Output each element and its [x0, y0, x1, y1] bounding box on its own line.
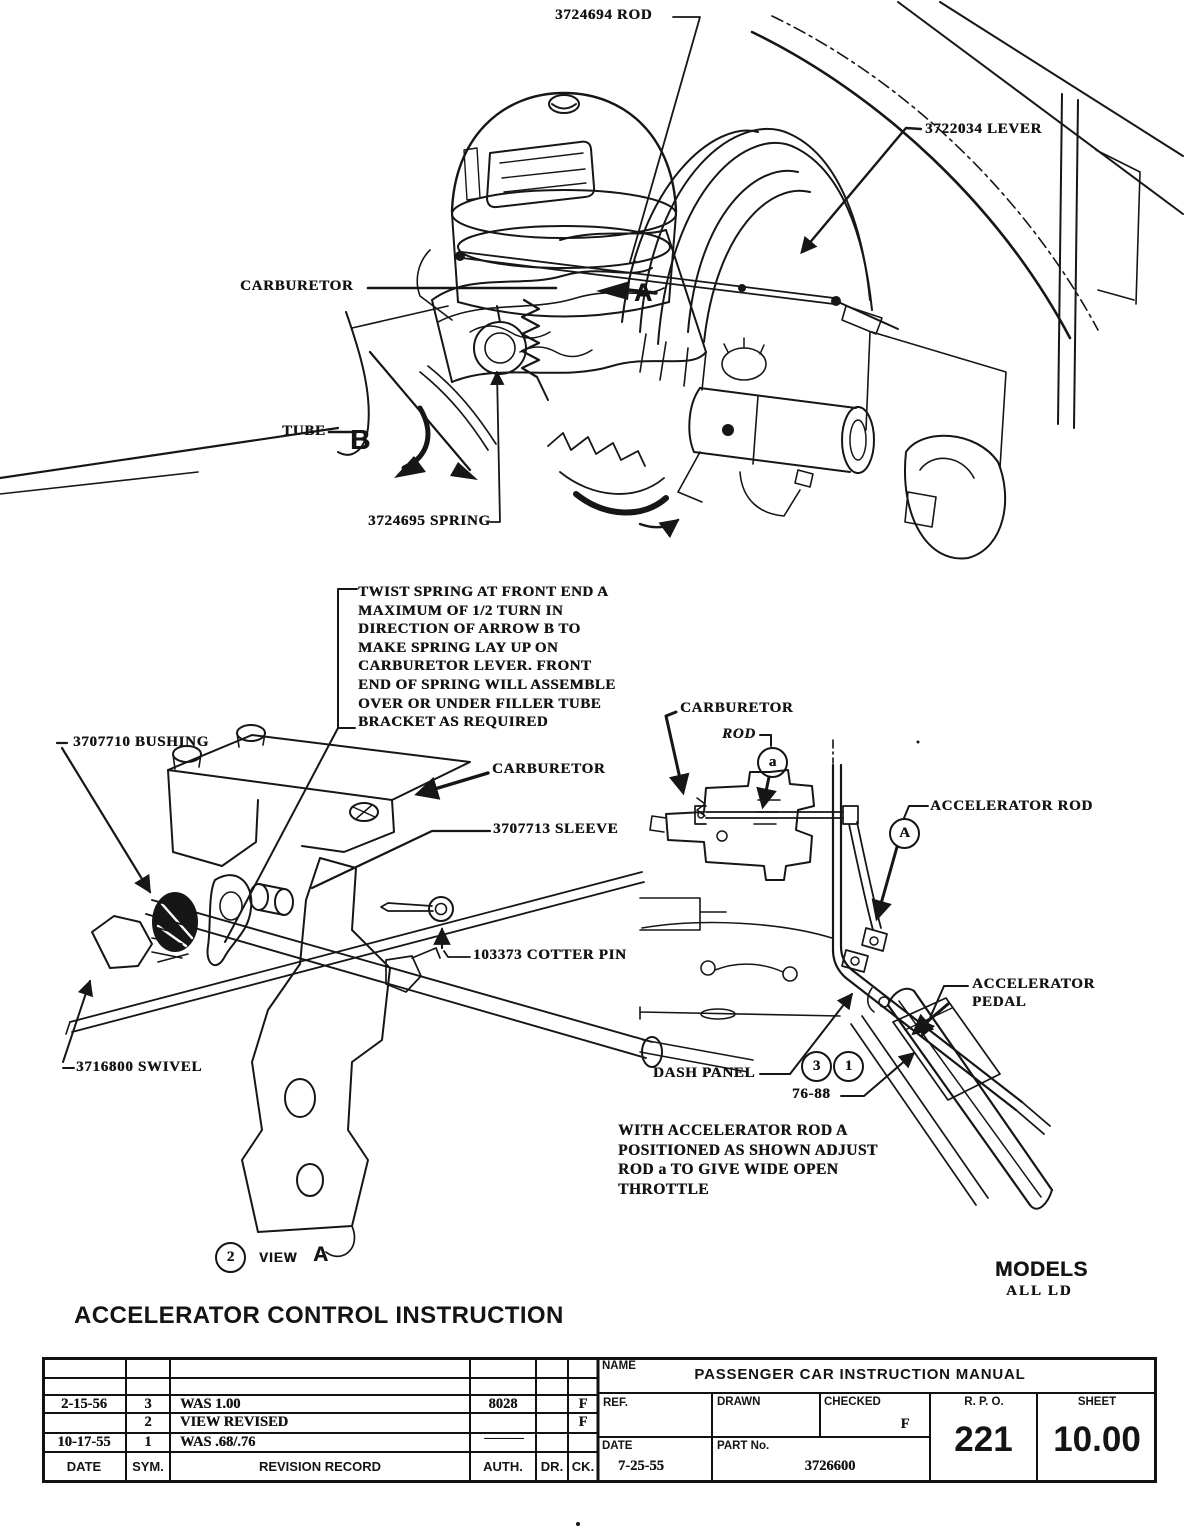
note-line: TWIST SPRING AT FRONT END A: [358, 584, 609, 600]
models-value: ALL LD: [1006, 1283, 1073, 1299]
revision-record: VIEW REVISED: [180, 1414, 289, 1430]
view-letter: A: [313, 1243, 329, 1266]
name-value: PASSENGER CAR INSTRUCTION MANUAL: [694, 1366, 1026, 1383]
accelerator-pedal-label-line2: PEDAL: [972, 994, 1027, 1010]
revision-sym: 1: [144, 1434, 152, 1450]
part-no-value: 3726600: [804, 1458, 856, 1474]
range-76-88-label: 76-88: [792, 1086, 831, 1102]
accelerator-rod-marker: [889, 818, 920, 849]
date-label: DATE: [602, 1440, 633, 1452]
note-line: MAXIMUM OF 1/2 TURN IN: [358, 602, 564, 619]
column-header-sym: SYM.: [132, 1459, 164, 1474]
revision-date: 10-17-55: [57, 1434, 111, 1450]
revision-record: WAS 1.00: [180, 1396, 241, 1412]
part-no-label: PART No.: [717, 1440, 770, 1452]
revision-ck: F: [578, 1396, 588, 1412]
arrow-b-letter: B: [350, 424, 371, 455]
tube-label: TUBE: [282, 423, 326, 439]
view-2-marker: [215, 1242, 246, 1273]
note-line: POSITIONED AS SHOWN ADJUST: [618, 1141, 878, 1159]
marker-3-number: 3: [812, 1058, 821, 1074]
rpo-value: 221: [954, 1420, 1013, 1459]
marker-1-number: 1: [844, 1058, 853, 1074]
spring-part-label: 3724695 SPRING: [368, 513, 491, 529]
rod-label-right: ROD: [722, 726, 756, 742]
revision-record: WAS .68/.76: [180, 1434, 256, 1450]
top-engine-drawing: [0, 2, 1183, 559]
column-header-revision-record: REVISION RECORD: [258, 1459, 382, 1474]
note-line: DIRECTION OF ARROW B TO: [358, 621, 581, 638]
revision-sym: 2: [144, 1414, 152, 1430]
view-label: VIEW: [259, 1250, 298, 1265]
note-line: ROD a TO GIVE WIDE OPEN: [618, 1161, 839, 1179]
checked-value: F: [900, 1416, 910, 1432]
date-value: 7-25-55: [618, 1458, 664, 1474]
ref-label: REF.: [603, 1397, 628, 1409]
arrow-a-letter: A: [634, 279, 653, 307]
note-line: MAKE SPRING LAY UP ON: [358, 639, 559, 656]
column-header-ck: CK.: [571, 1459, 595, 1474]
checked-label: CHECKED: [824, 1396, 881, 1408]
dash-panel-label: DASH PANEL: [653, 1065, 756, 1081]
scan-specks: [576, 261, 920, 1527]
column-header-dr: DR.: [540, 1459, 564, 1474]
rpo-label: R. P. O.: [964, 1396, 1004, 1408]
carburetor-label-right: CARBURETOR: [680, 700, 794, 716]
name-label: NAME: [602, 1360, 636, 1372]
sleeve-part-label: 3707713 SLEEVE: [493, 821, 619, 837]
note-line: WITH ACCELERATOR ROD A: [618, 1122, 848, 1139]
rod-a-marker: [757, 747, 788, 778]
lever-part-label: 3722034 LEVER: [925, 121, 1043, 137]
revision-ck: F: [578, 1414, 588, 1430]
models-label: MODELS: [995, 1258, 1088, 1281]
revision-auth: ———: [484, 1430, 522, 1446]
sheet-label: SHEET: [1077, 1396, 1117, 1408]
rod-part-label: 3724694 ROD: [555, 7, 653, 23]
sheet-value: 10.00: [1053, 1420, 1141, 1459]
note-line: END OF SPRING WILL ASSEMBLE: [358, 676, 616, 693]
bushing-part-label: 3707710 BUSHING: [73, 734, 209, 750]
note-line: THROTTLE: [618, 1180, 709, 1198]
rod-a-marker-letter: a: [768, 754, 777, 770]
accelerator-pedal-label-line1: ACCELERATOR: [972, 976, 1095, 992]
marker-1: [833, 1051, 864, 1082]
accelerator-rod-marker-letter: A: [899, 825, 910, 841]
note-line: OVER OR UNDER FILLER TUBE: [358, 695, 602, 712]
column-header-auth: AUTH.: [483, 1459, 523, 1474]
accelerator-rod-label: ACCELERATOR ROD: [930, 798, 1093, 814]
note-line: CARBURETOR LEVER. FRONT: [358, 658, 592, 675]
adjust-rod-note: [618, 1121, 878, 1199]
carburetor-label-top: CARBURETOR: [240, 278, 354, 294]
revision-date: 2-15-56: [61, 1396, 107, 1412]
column-header-date: DATE: [66, 1459, 102, 1474]
revision-auth: 8028: [488, 1396, 518, 1412]
marker-3: [801, 1051, 832, 1082]
carburetor-label-left: CARBURETOR: [492, 761, 606, 777]
swivel-part-label: 3716800 SWIVEL: [76, 1059, 203, 1075]
page-title: ACCELERATOR CONTROL INSTRUCTION: [74, 1302, 564, 1329]
note-line: BRACKET AS REQUIRED: [358, 714, 549, 731]
revision-sym: 3: [144, 1396, 152, 1412]
twist-spring-note: [358, 583, 616, 732]
drawn-label: DRAWN: [717, 1396, 761, 1408]
cotter-pin-part-label: 103373 COTTER PIN: [473, 947, 627, 963]
view-2-number: 2: [226, 1249, 235, 1265]
